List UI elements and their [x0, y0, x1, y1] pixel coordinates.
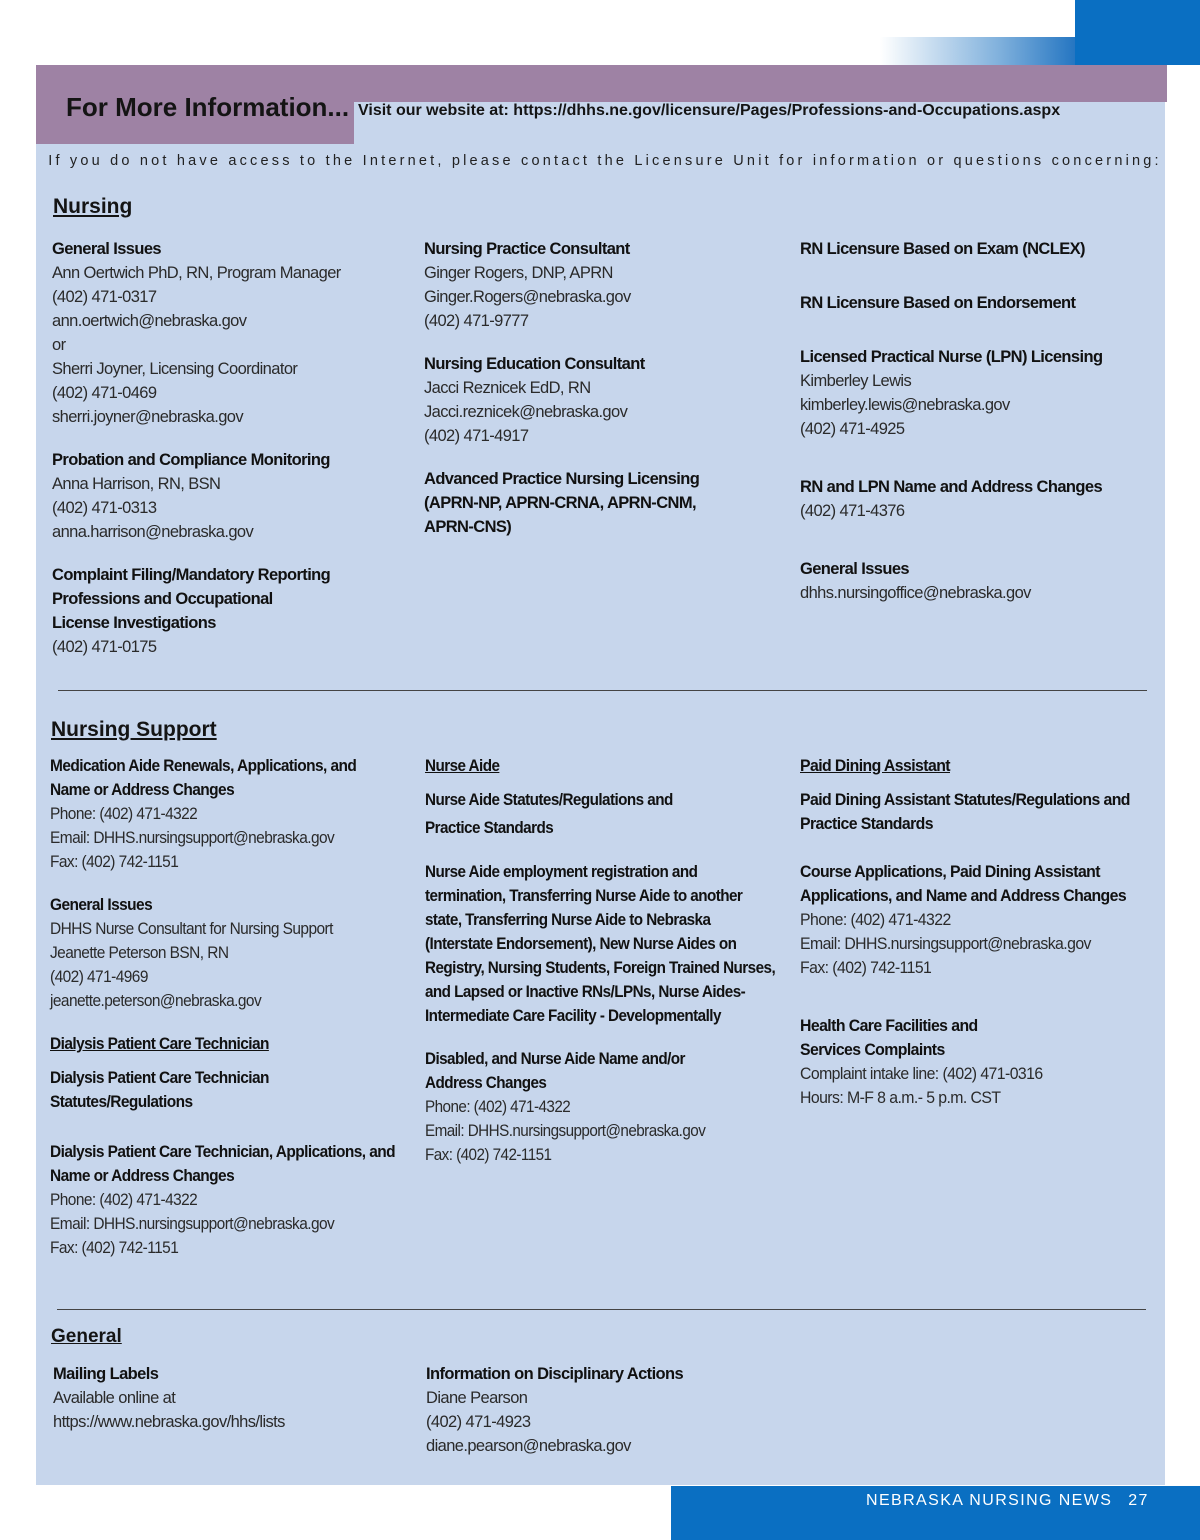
dining-assistant-heading: Paid Dining Assistant — [800, 757, 950, 775]
medication-aide-title: Name or Address Changes — [50, 781, 235, 799]
header-gradient-decoration — [880, 37, 1080, 65]
complaint-title: Professions and Occupational — [52, 590, 273, 608]
aprn-title: (APRN-NP, APRN-CRNA, APRN-CNM, — [424, 494, 696, 512]
nclex-title: RN Licensure Based on Exam (NCLEX) — [800, 240, 1085, 258]
footer-publication — [866, 1492, 1149, 1510]
general-issues-title: General Issues — [50, 896, 153, 914]
dialysis-heading: Dialysis Patient Care Technician — [50, 1035, 269, 1053]
complaint-title: Complaint Filing/Mandatory Reporting — [52, 566, 331, 584]
email-link[interactable]: Ginger.Rogers@nebraska.gov — [424, 288, 631, 306]
contact-line: (402) 471-4925 — [800, 420, 905, 438]
practice-consultant-title: Nursing Practice Consultant — [424, 240, 630, 258]
nursing-column-2 — [424, 237, 699, 539]
contact-line: Phone: (402) 471-4322 — [425, 1098, 571, 1116]
nurse-aide-statutes-title: Nurse Aide Statutes/Regulations and — [425, 791, 673, 809]
contact-line: (402) 471-9777 — [424, 312, 529, 330]
contact-line: Phone: (402) 471-4322 — [800, 911, 951, 929]
nursing-column-3 — [800, 237, 1102, 605]
email-link[interactable]: Email: DHHS.nursingsupport@nebraska.gov — [50, 1215, 335, 1233]
support-column-2 — [425, 754, 775, 1167]
email-link[interactable]: Jacci.reznicek@nebraska.gov — [424, 403, 628, 421]
nurse-aide-employment-title: state, Transferring Nurse Aide to Nebraska — [425, 911, 711, 929]
section-heading-general: General — [51, 1326, 122, 1347]
facility-complaints-title: Services Complaints — [800, 1041, 945, 1059]
facility-complaints-title: Health Care Facilities and — [800, 1017, 978, 1035]
section-divider — [58, 690, 1147, 691]
contact-line: Fax: (402) 742-1151 — [50, 853, 179, 871]
contact-line: Fax: (402) 742-1151 — [425, 1146, 552, 1164]
dialysis-statutes-title: Dialysis Patient Care Technician — [50, 1069, 269, 1087]
aprn-title: APRN-CNS) — [424, 518, 512, 536]
contact-line: DHHS Nurse Consultant for Nursing Support — [50, 920, 333, 938]
contact-line: Fax: (402) 742-1151 — [800, 959, 932, 977]
nursing-column-1 — [52, 237, 341, 659]
contact-line: Fax: (402) 742-1151 — [50, 1239, 179, 1257]
nurse-aide-employment-title: termination, Transferring Nurse Aide to another — [425, 887, 743, 905]
lists-link[interactable]: https://www.nebraska.gov/hhs/lists — [53, 1413, 285, 1431]
contact-line: Ann Oertwich PhD, RN, Program Manager — [52, 264, 341, 282]
nurse-aide-employment-title: and Lapsed or Inactive RNs/LPNs, Nurse Aides- — [425, 983, 746, 1001]
email-link[interactable]: dhhs.nursingoffice@nebraska.gov — [800, 584, 1031, 602]
contact-line: (402) 471-0175 — [52, 638, 157, 656]
section-heading-nursing: Nursing — [53, 195, 133, 218]
course-applications-title: Applications, and Name and Address Changes — [800, 887, 1127, 905]
endorsement-title: RN Licensure Based on Endorsement — [800, 294, 1076, 312]
general-issues-title: General Issues — [800, 560, 910, 578]
disciplinary-actions-title: Information on Disciplinary Actions — [426, 1365, 684, 1383]
contact-line: or — [52, 336, 66, 354]
course-applications-title: Course Applications, Paid Dining Assistant — [800, 863, 1100, 881]
general-column-2 — [426, 1362, 683, 1458]
website-link[interactable]: Visit our website at: https://dhhs.ne.gov/licensure/Pages/Professions-and-Occupations.aspx — [358, 102, 1061, 119]
contact-line: Sherri Joyner, Licensing Coordinator — [52, 360, 298, 378]
contact-line: Phone: (402) 471-4322 — [50, 1191, 198, 1209]
education-consultant-title: Nursing Education Consultant — [424, 355, 645, 373]
dialysis-applications-title: Name or Address Changes — [50, 1167, 235, 1185]
contact-line: (402) 471-4923 — [426, 1413, 531, 1431]
aprn-title: Advanced Practice Nursing Licensing — [424, 470, 700, 488]
nurse-aide-employment-title: Registry, Nursing Students, Foreign Trained Nurses, — [425, 959, 776, 977]
page-title: For More Information... — [66, 92, 350, 122]
email-link[interactable]: anna.harrison@nebraska.gov — [52, 523, 254, 541]
dining-statutes-title: Practice Standards — [800, 815, 934, 833]
nurse-aide-employment-title: (Interstate Endorsement), New Nurse Aides on — [425, 935, 737, 953]
contact-line: Diane Pearson — [426, 1389, 528, 1407]
probation-title: Probation and Compliance Monitoring — [52, 451, 330, 469]
general-column-1 — [53, 1362, 285, 1434]
contact-line: Complaint intake line: (402) 471-0316 — [800, 1065, 1043, 1083]
email-link[interactable]: sherri.joyner@nebraska.gov — [52, 408, 243, 426]
nurse-aide-employment-title: Intermediate Care Facility - Developmentally — [425, 1007, 721, 1025]
contact-line: (402) 471-0469 — [52, 384, 157, 402]
nurse-aide-employment-title: Nurse Aide employment registration and — [425, 863, 698, 881]
contact-line: Ginger Rogers, DNP, APRN — [424, 264, 613, 282]
contact-line: (402) 471-0313 — [52, 499, 157, 517]
general-issues-title: General Issues — [52, 240, 162, 258]
contact-line: Phone: (402) 471-4322 — [50, 805, 198, 823]
complaint-title: License Investigations — [52, 614, 216, 632]
mailing-labels-title: Mailing Labels — [53, 1365, 159, 1383]
page-number: 27 — [1128, 1492, 1149, 1509]
lpn-title: Licensed Practical Nurse (LPN) Licensing — [800, 348, 1103, 366]
email-link[interactable]: Email: DHHS.nursingsupport@nebraska.gov — [50, 829, 335, 847]
contact-line: (402) 471-4969 — [50, 968, 148, 986]
email-link[interactable]: kimberley.lewis@nebraska.gov — [800, 396, 1010, 414]
contact-line: Anna Harrison, RN, BSN — [52, 475, 221, 493]
contact-line: (402) 471-4917 — [424, 427, 529, 445]
email-link[interactable]: ann.oertwich@nebraska.gov — [52, 312, 247, 330]
header-blue-block — [1075, 0, 1200, 65]
contact-line: (402) 471-4376 — [800, 502, 905, 520]
email-link[interactable]: jeanette.peterson@nebraska.gov — [50, 992, 262, 1010]
contact-line: (402) 471-0317 — [52, 288, 157, 306]
email-link[interactable]: Email: DHHS.nursingsupport@nebraska.gov — [425, 1122, 706, 1140]
publication-name: NEBRASKA NURSING NEWS — [866, 1492, 1113, 1509]
medication-aide-title: Medication Aide Renewals, Applications, and — [50, 757, 357, 775]
nurse-aide-disabled-title: Disabled, and Nurse Aide Name and/or — [425, 1050, 685, 1068]
email-link[interactable]: diane.pearson@nebraska.gov — [426, 1437, 631, 1455]
section-heading-nursing-support: Nursing Support — [51, 718, 217, 741]
nurse-aide-disabled-title: Address Changes — [425, 1074, 547, 1092]
contact-line: Available online at — [53, 1389, 176, 1407]
dialysis-applications-title: Dialysis Patient Care Technician, Applications, and — [50, 1143, 396, 1161]
support-column-1 — [50, 754, 395, 1260]
intro-text: If you do not have access to the Internet, please contact the Licensure Unit for information or questions concerning: — [48, 153, 1162, 169]
section-divider — [57, 1309, 1146, 1310]
email-link[interactable]: Email: DHHS.nursingsupport@nebraska.gov — [800, 935, 1091, 953]
name-address-change-title: RN and LPN Name and Address Changes — [800, 478, 1103, 496]
nurse-aide-statutes-title: Practice Standards — [425, 819, 554, 837]
nurse-aide-heading: Nurse Aide — [425, 757, 500, 775]
contact-line: Jeanette Peterson BSN, RN — [50, 944, 229, 962]
contact-line: Jacci Reznicek EdD, RN — [424, 379, 591, 397]
contact-line: Kimberley Lewis — [800, 372, 912, 390]
contact-line: Hours: M-F 8 a.m.- 5 p.m. CST — [800, 1089, 1001, 1107]
support-column-3 — [800, 754, 1130, 1110]
dialysis-statutes-title: Statutes/Regulations — [50, 1093, 193, 1111]
dining-statutes-title: Paid Dining Assistant Statutes/Regulations and — [800, 791, 1130, 809]
